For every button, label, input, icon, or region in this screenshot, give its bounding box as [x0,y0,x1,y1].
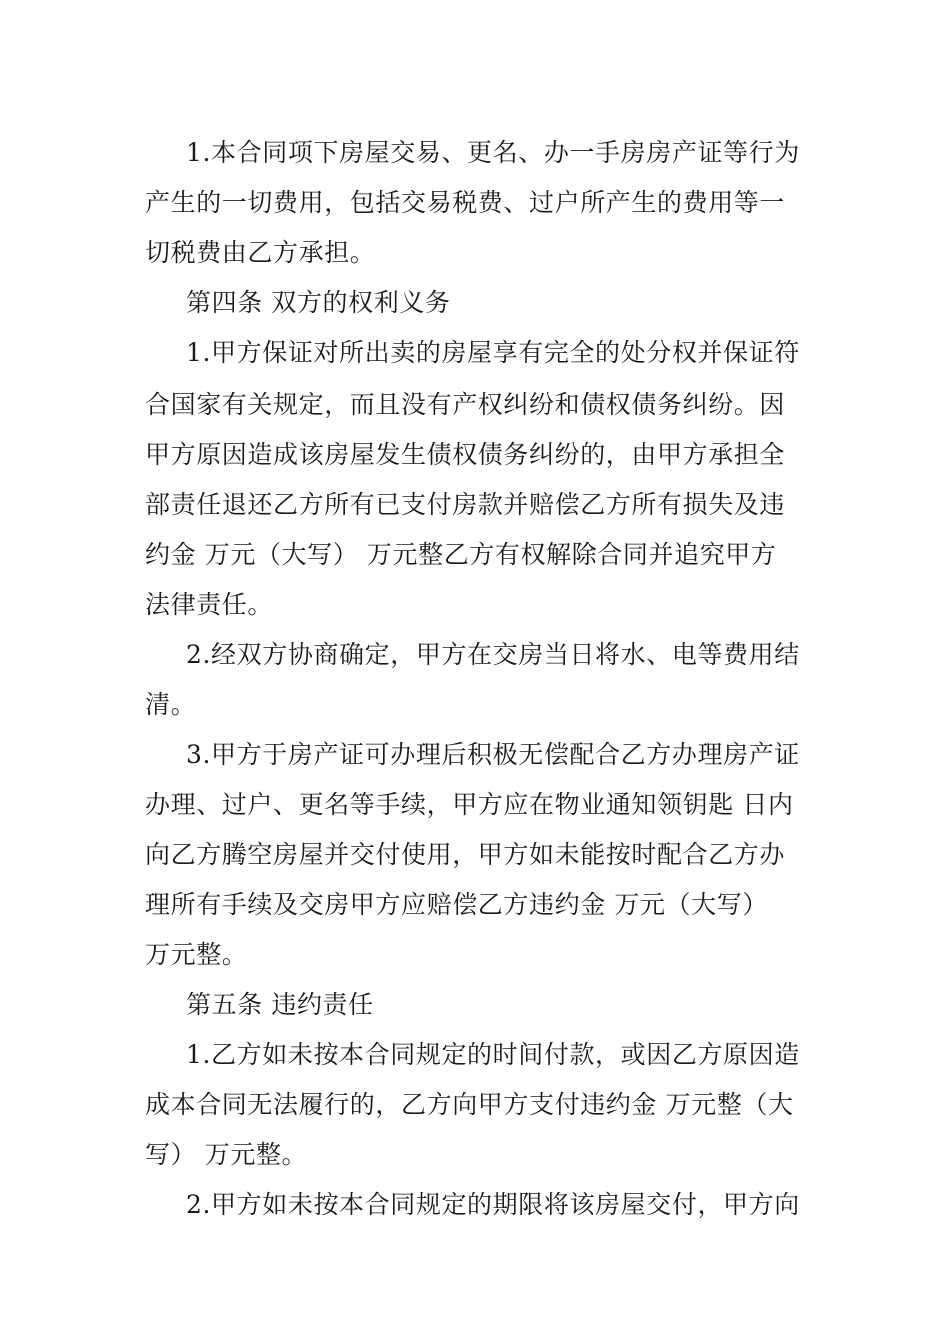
paragraph-line: 1.乙方如未按本合同规定的时间付款，或因乙方原因造 [186,1040,800,1069]
paragraph-line: 法律责任。 [145,590,274,619]
paragraph-line: 甲方原因造成该房屋发生债权债务纠纷的，由甲方承担全 [145,440,786,469]
paragraph-line: 成本合同无法履行的，乙方向甲方支付违约金 万元整（大 [145,1090,794,1119]
section-heading: 第四条 双方的权利义务 [186,288,451,317]
paragraph-line: 1.甲方保证对所出卖的房屋享有完全的处分权并保证符 [186,338,800,367]
paragraph-line: 约金 万元（大写） 万元整乙方有权解除合同并追究甲方 [145,540,777,569]
paragraph-line: 万元整。 [145,940,248,969]
paragraph-line: 1.本合同项下房屋交易、更名、办一手房房产证等行为 [186,138,800,167]
paragraph-line: 合国家有关规定，而且没有产权纠纷和债权债务纠纷。因 [145,390,786,419]
paragraph-line: 理所有手续及交房甲方应赔偿乙方违约金 万元（大写） [145,890,768,919]
paragraph-line: 产生的一切费用，包括交易税费、过户所产生的费用等一 [145,188,786,217]
paragraph-line: 2.甲方如未按本合同规定的期限将该房屋交付，甲方向 [186,1190,800,1219]
paragraph-line: 写） 万元整。 [145,1140,308,1169]
paragraph-line: 2.经双方协商确定，甲方在交房当日将水、电等费用结 [186,640,800,669]
paragraph-line: 切税费由乙方承担。 [145,238,376,267]
paragraph-line: 向乙方腾空房屋并交付使用，甲方如未能按时配合乙方办 [145,840,786,869]
section-heading: 第五条 违约责任 [186,990,374,1019]
paragraph-line: 3.甲方于房产证可办理后积极无偿配合乙方办理房产证 [186,740,800,769]
paragraph-line: 清。 [145,690,197,719]
paragraph-line: 办理、过户、更名等手续，甲方应在物业通知领钥匙 日内 [145,790,794,819]
paragraph-line: 部责任退还乙方所有已支付房款并赔偿乙方所有损失及违 [145,490,786,519]
